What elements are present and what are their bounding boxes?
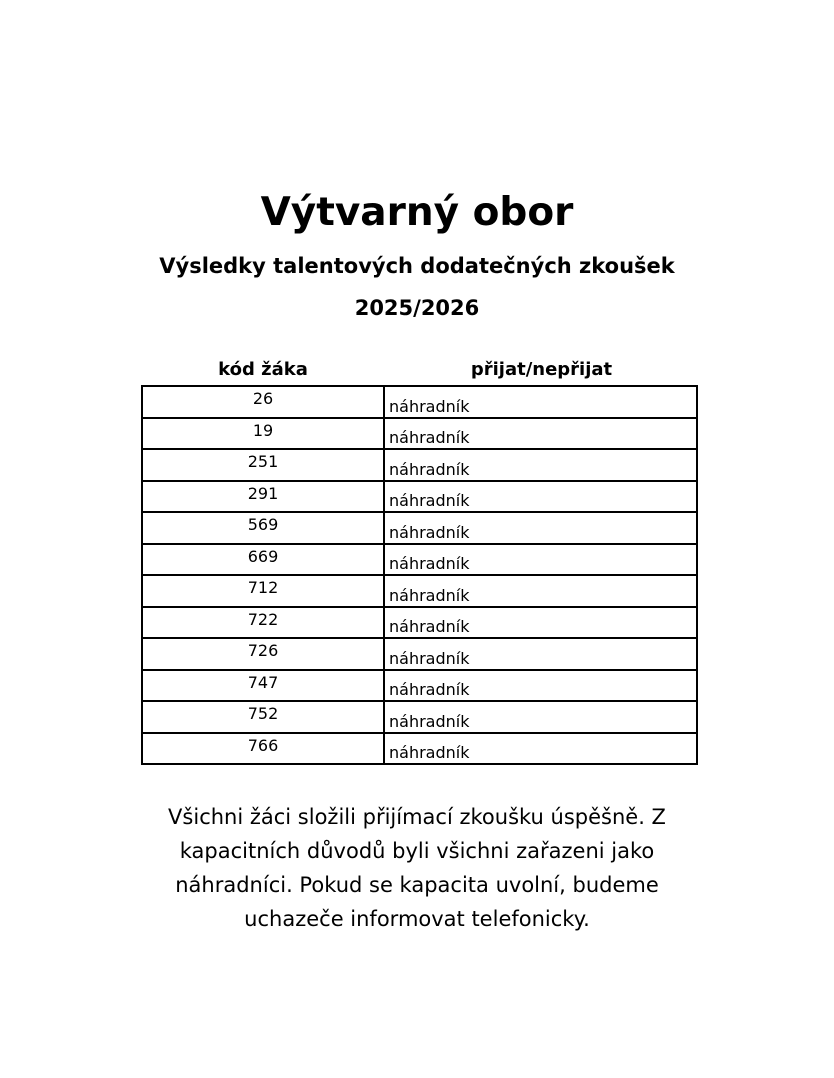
admission-note bbox=[100, 800, 734, 936]
student-code-cell: 569 bbox=[142, 512, 384, 544]
page-subtitle: Výsledky talentových dodatečných zkoušek bbox=[159, 254, 675, 278]
column-header-student-code: kód žáka bbox=[218, 359, 308, 380]
student-code-cell: 669 bbox=[142, 544, 384, 576]
table-row bbox=[142, 449, 697, 481]
table-row bbox=[142, 544, 697, 576]
admission-status-cell: náhradník bbox=[384, 418, 697, 450]
table-row bbox=[142, 638, 697, 670]
table-row bbox=[142, 386, 697, 418]
admission-status-cell: náhradník bbox=[384, 638, 697, 670]
admission-status-cell: náhradník bbox=[384, 607, 697, 639]
note-line: kapacitních důvodů byli všichni zařazeni jako bbox=[179, 839, 655, 863]
student-code-cell: 712 bbox=[142, 575, 384, 607]
table-row bbox=[142, 607, 697, 639]
student-code-cell: 722 bbox=[142, 607, 384, 639]
results-table bbox=[141, 385, 698, 765]
table-row bbox=[142, 418, 697, 450]
admission-status-cell: náhradník bbox=[384, 481, 697, 513]
table-row bbox=[142, 575, 697, 607]
note-line: Všichni žáci složili přijímací zkoušku úspěšně. Z bbox=[168, 805, 666, 829]
student-code-cell: 251 bbox=[142, 449, 384, 481]
table-row bbox=[142, 481, 697, 513]
admission-status-cell: náhradník bbox=[384, 544, 697, 576]
admission-status-cell: náhradník bbox=[384, 386, 697, 418]
table-row bbox=[142, 701, 697, 733]
student-code-cell: 747 bbox=[142, 670, 384, 702]
admission-status-cell: náhradník bbox=[384, 575, 697, 607]
student-code-cell: 26 bbox=[142, 386, 384, 418]
admission-status-cell: náhradník bbox=[384, 670, 697, 702]
student-code-cell: 752 bbox=[142, 701, 384, 733]
student-code-cell: 291 bbox=[142, 481, 384, 513]
column-header-admission-status: přijat/nepřijat bbox=[470, 359, 613, 380]
admission-status-cell: náhradník bbox=[384, 449, 697, 481]
student-code-cell: 19 bbox=[142, 418, 384, 450]
page-title: Výtvarný obor bbox=[260, 190, 574, 235]
admission-status-cell: náhradník bbox=[384, 733, 697, 765]
student-code-cell: 726 bbox=[142, 638, 384, 670]
table-row bbox=[142, 670, 697, 702]
admission-status-cell: náhradník bbox=[384, 512, 697, 544]
results-table-body bbox=[142, 386, 697, 764]
table-row bbox=[142, 733, 697, 765]
table-row bbox=[142, 512, 697, 544]
school-year: 2025/2026 bbox=[354, 296, 480, 320]
note-line: uchazeče informovat telefonicky. bbox=[244, 907, 590, 931]
student-code-cell: 766 bbox=[142, 733, 384, 765]
admission-status-cell: náhradník bbox=[384, 701, 697, 733]
note-line: náhradníci. Pokud se kapacita uvolní, budeme bbox=[175, 873, 659, 897]
